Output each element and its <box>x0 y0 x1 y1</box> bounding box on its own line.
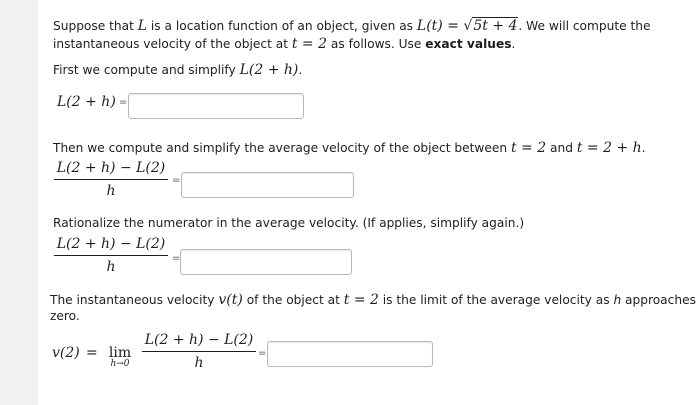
step1-text: . <box>298 63 303 77</box>
math-L: L <box>137 18 148 34</box>
step3-instruction: Rationalize the numerator in the average velocity. (If applies, simplify again.) <box>53 216 525 230</box>
step1-equals: = <box>119 97 128 108</box>
step4-eq: = <box>86 345 98 361</box>
fraction-denominator: h <box>106 183 116 199</box>
math-vt: v(t) <box>218 292 243 308</box>
step1-text: First we compute and simplify <box>53 63 240 77</box>
fraction-bar <box>54 179 168 180</box>
math-equals: = <box>442 18 464 34</box>
step2-text: . <box>641 141 646 155</box>
fraction-numerator: L(2 + h) − L(2) <box>144 332 254 348</box>
step2-text: and <box>546 141 577 155</box>
fraction-bar <box>54 255 168 256</box>
math-L-2-plus-h: L(2 + h) <box>239 62 299 78</box>
sqrt-expression: √5t + 4 <box>463 18 518 34</box>
fraction-numerator: L(2 + h) − L(2) <box>56 160 166 176</box>
step2-equals: = <box>172 175 181 186</box>
sqrt-argument: 5t + 4 <box>473 18 518 34</box>
math-t-eq-2: t = 2 <box>291 36 328 52</box>
math-Lt: L(t) <box>416 18 443 34</box>
limit-operator <box>102 345 138 369</box>
lim-subscript: h→0 <box>110 359 130 369</box>
math-t-eq-2: t = 2 <box>510 140 547 156</box>
step4-text: of the object at <box>242 293 344 307</box>
fraction-denominator: h <box>106 259 116 275</box>
intro-line-2 <box>53 36 515 52</box>
intro-text: . <box>511 37 516 51</box>
step4-text: is the limit of the average velocity as <box>378 293 614 307</box>
math-t-eq-2: t = 2 <box>343 292 379 308</box>
intro-text: . We will compute the <box>518 19 651 33</box>
step2-text: Then we compute and simplify the average velocity of the object between <box>53 141 511 155</box>
math-h: h <box>613 293 622 307</box>
step2-answer-field[interactable] <box>181 172 354 198</box>
step2-instruction <box>53 140 646 156</box>
step3-answer-input[interactable] <box>181 250 351 274</box>
step4-answer-input[interactable] <box>268 342 432 366</box>
step1-lhs: L(2 + h) <box>57 94 116 110</box>
step3-answer-field[interactable] <box>180 249 352 275</box>
intro-text: as follows. Use <box>327 37 426 51</box>
step4-instruction-line-2: zero. <box>50 309 80 323</box>
lim-word: lim <box>108 345 132 361</box>
exact-values-bold: exact values <box>425 37 512 51</box>
step1-answer-input[interactable] <box>129 94 303 118</box>
intro-text: is a location function of an object, given as <box>147 19 417 33</box>
step1-answer-field[interactable] <box>128 93 304 119</box>
step4-text: The instantaneous velocity <box>50 293 219 307</box>
fraction-numerator: L(2 + h) − L(2) <box>56 236 166 252</box>
fraction-bar <box>142 351 256 352</box>
intro-line-1 <box>53 18 651 34</box>
step3-equals: = <box>172 253 181 264</box>
intro-text: instantaneous velocity of the object at <box>53 37 292 51</box>
fraction-denominator: h <box>194 355 204 371</box>
step3-fraction <box>54 236 168 275</box>
math-t-eq-2-plus-h: t = 2 + h <box>576 140 642 156</box>
step4-equals: = <box>258 348 267 359</box>
intro-text: Suppose that <box>53 19 138 33</box>
step1-instruction <box>53 62 302 78</box>
step2-fraction <box>54 160 168 199</box>
step4-answer-field[interactable] <box>267 341 433 367</box>
step4-lhs: v(2) <box>52 345 80 361</box>
step4-fraction <box>142 332 256 371</box>
step2-answer-input[interactable] <box>182 173 353 197</box>
step4-text: approaches <box>621 293 696 307</box>
step4-instruction-line-1 <box>50 292 696 308</box>
